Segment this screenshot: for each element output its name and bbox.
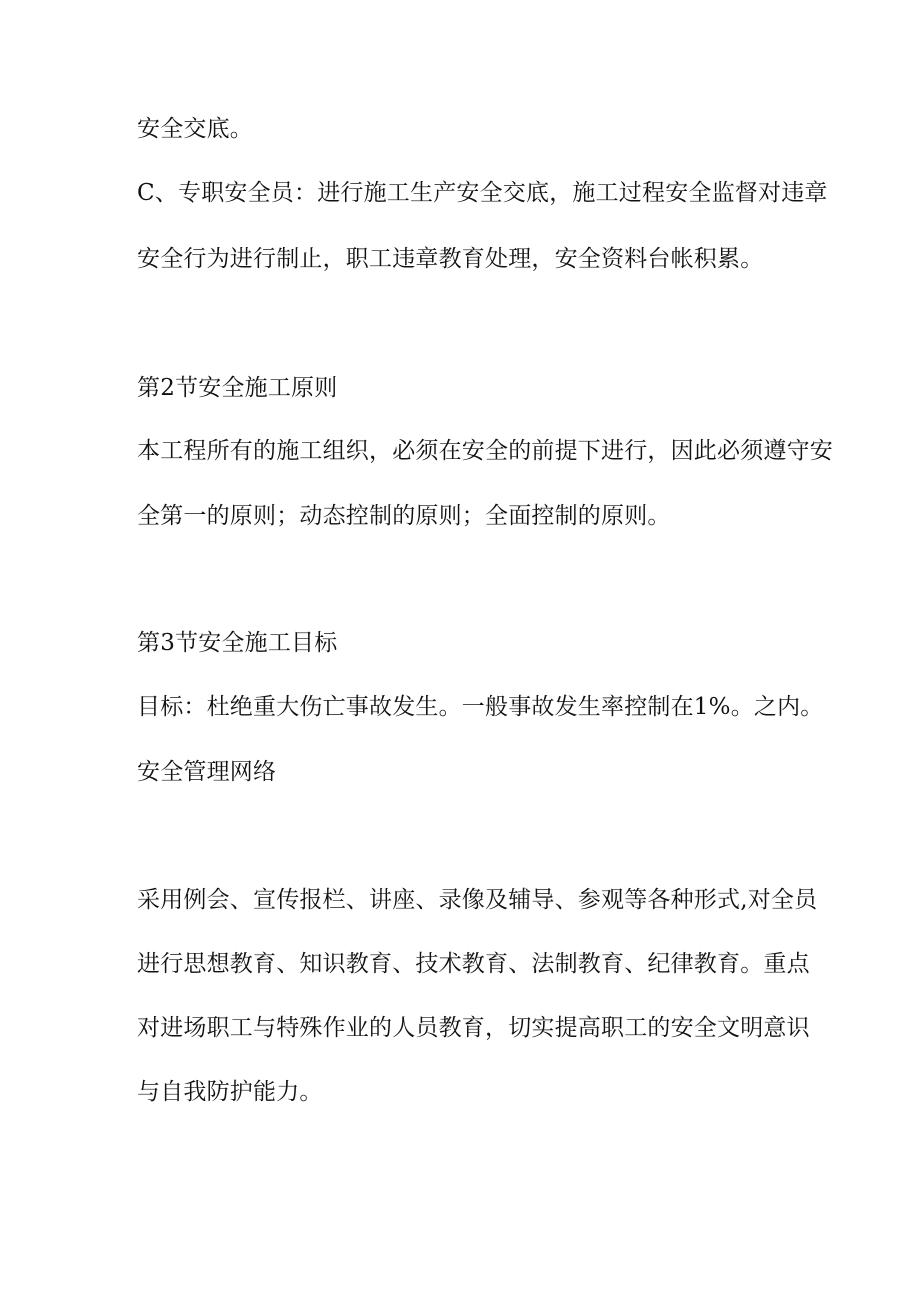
text-line-education-methods: 采用例会、宣传报栏、讲座、录像及辅导、参观等各种形式,对全员 — [137, 887, 818, 913]
text-line-safety-officer-duty: C、专职安全员：进行施工生产安全交底，施工过程安全监督对违章 — [137, 180, 828, 206]
text-line-principles-cont: 全第一的原则；动态控制的原则；全面控制的原则。 — [137, 503, 671, 529]
text-line-education-focus: 对进场职工与特殊作业的人员教育，切实提高职工的安全文明意识 — [137, 1015, 810, 1041]
text-line-principles: 本工程所有的施工组织，必须在安全的前提下进行，因此必须遵守安 — [137, 438, 833, 464]
text-line-safety-briefing-end: 安全交底。 — [137, 116, 253, 142]
text-line-education-types: 进行思想教育、知识教育、技术教育、法制教育、纪律教育。重点 — [137, 951, 810, 977]
section-heading-safety-principles: 第2节安全施工原则 — [137, 375, 338, 401]
text-line-safety-management-network: 安全管理网络 — [137, 759, 277, 785]
text-line-goals: 目标：杜绝重大伤亡事故发生。一般事故发生率控制在1%。之内。 — [137, 694, 824, 720]
section-heading-safety-goals: 第3节安全施工目标 — [137, 630, 338, 656]
text-line-safety-officer-duty-cont: 安全行为进行制止，职工违章教育处理，安全资料台帐积累。 — [137, 246, 764, 272]
text-line-education-focus-cont: 与自我防护能力。 — [137, 1079, 323, 1105]
